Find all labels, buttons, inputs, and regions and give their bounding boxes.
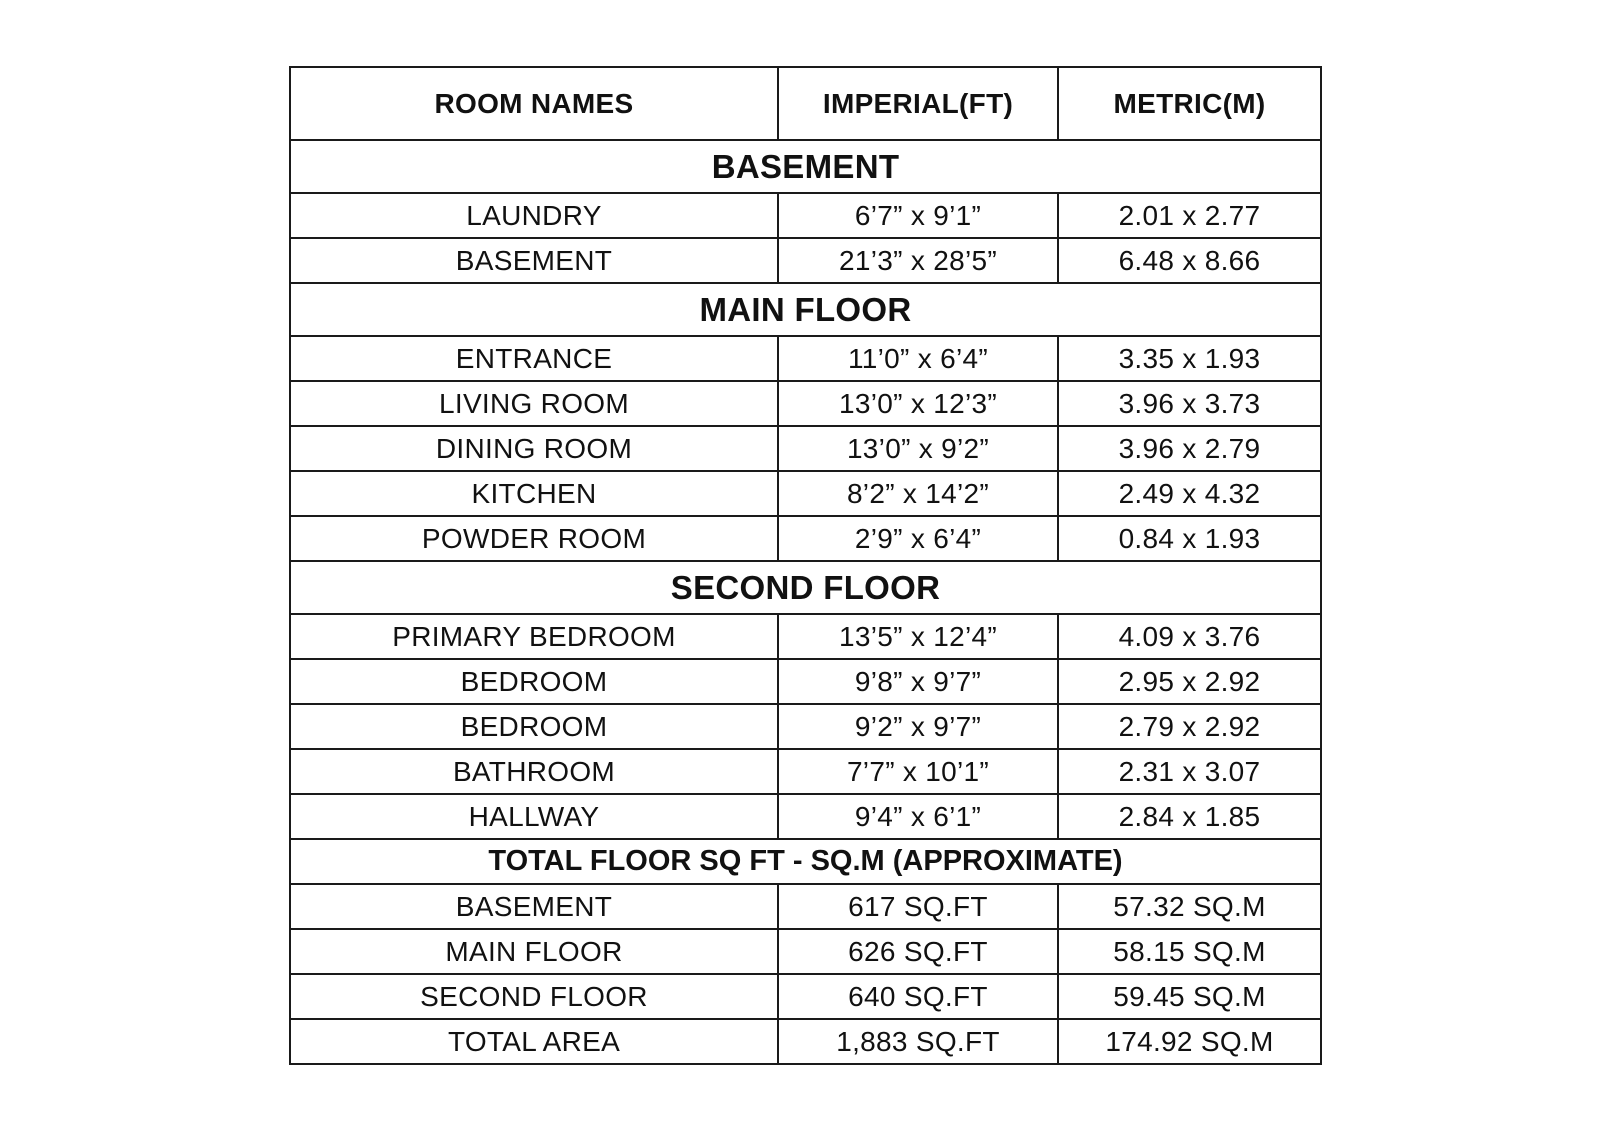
room-name-cell: DINING ROOM — [290, 426, 778, 471]
metric-cell: 2.49 x 4.32 — [1058, 471, 1321, 516]
section-title-basement: BASEMENT — [290, 140, 1321, 193]
header-metric: METRIC(M) — [1058, 67, 1321, 140]
metric-cell: 2.95 x 2.92 — [1058, 659, 1321, 704]
imperial-area-cell: 626 SQ.FT — [778, 929, 1058, 974]
room-name-cell: BATHROOM — [290, 749, 778, 794]
table-row — [290, 929, 1321, 974]
room-name-cell: KITCHEN — [290, 471, 778, 516]
total-area-label-cell: TOTAL AREA — [290, 1019, 778, 1064]
room-name-cell: LIVING ROOM — [290, 381, 778, 426]
imperial-cell: 13’0” x 12’3” — [778, 381, 1058, 426]
room-name-cell: HALLWAY — [290, 794, 778, 839]
room-name-cell: PRIMARY BEDROOM — [290, 614, 778, 659]
imperial-cell: 8’2” x 14’2” — [778, 471, 1058, 516]
section-row-main-floor — [290, 283, 1321, 336]
imperial-cell: 13’0” x 9’2” — [778, 426, 1058, 471]
table-row — [290, 336, 1321, 381]
table-row — [290, 614, 1321, 659]
floor-name-cell: BASEMENT — [290, 884, 778, 929]
room-name-cell: BASEMENT — [290, 238, 778, 283]
metric-cell: 2.31 x 3.07 — [1058, 749, 1321, 794]
section-title-totals: TOTAL FLOOR SQ FT - SQ.M (APPROXIMATE) — [290, 839, 1321, 884]
imperial-cell: 9’2” x 9’7” — [778, 704, 1058, 749]
table-row — [290, 794, 1321, 839]
table-row — [290, 659, 1321, 704]
table-row — [290, 1019, 1321, 1064]
room-name-cell: BEDROOM — [290, 704, 778, 749]
metric-cell: 0.84 x 1.93 — [1058, 516, 1321, 561]
metric-area-cell: 59.45 SQ.M — [1058, 974, 1321, 1019]
table-row — [290, 238, 1321, 283]
table-row — [290, 974, 1321, 1019]
table-row — [290, 381, 1321, 426]
room-name-cell: ENTRANCE — [290, 336, 778, 381]
metric-cell: 2.84 x 1.85 — [1058, 794, 1321, 839]
metric-cell: 3.96 x 3.73 — [1058, 381, 1321, 426]
table-row — [290, 471, 1321, 516]
section-row-totals — [290, 839, 1321, 884]
imperial-cell: 6’7” x 9’1” — [778, 193, 1058, 238]
table-row — [290, 749, 1321, 794]
imperial-cell: 9’8” x 9’7” — [778, 659, 1058, 704]
imperial-cell: 13’5” x 12’4” — [778, 614, 1058, 659]
table-row — [290, 193, 1321, 238]
section-row-basement — [290, 140, 1321, 193]
metric-cell: 3.96 x 2.79 — [1058, 426, 1321, 471]
table-row — [290, 516, 1321, 561]
floor-name-cell: SECOND FLOOR — [290, 974, 778, 1019]
section-title-second-floor: SECOND FLOOR — [290, 561, 1321, 614]
imperial-area-cell: 640 SQ.FT — [778, 974, 1058, 1019]
section-row-second-floor — [290, 561, 1321, 614]
header-room-names: ROOM NAMES — [290, 67, 778, 140]
metric-cell: 4.09 x 3.76 — [1058, 614, 1321, 659]
metric-cell: 6.48 x 8.66 — [1058, 238, 1321, 283]
table-row — [290, 704, 1321, 749]
metric-cell: 2.01 x 2.77 — [1058, 193, 1321, 238]
imperial-cell: 9’4” x 6’1” — [778, 794, 1058, 839]
header-imperial: IMPERIAL(FT) — [778, 67, 1058, 140]
total-area-imperial-cell: 1,883 SQ.FT — [778, 1019, 1058, 1064]
room-dimensions-table — [289, 66, 1322, 1065]
imperial-area-cell: 617 SQ.FT — [778, 884, 1058, 929]
imperial-cell: 7’7” x 10’1” — [778, 749, 1058, 794]
table-row — [290, 426, 1321, 471]
room-name-cell: BEDROOM — [290, 659, 778, 704]
imperial-cell: 11’0” x 6’4” — [778, 336, 1058, 381]
metric-area-cell: 58.15 SQ.M — [1058, 929, 1321, 974]
section-title-main-floor: MAIN FLOOR — [290, 283, 1321, 336]
floor-name-cell: MAIN FLOOR — [290, 929, 778, 974]
room-name-cell: LAUNDRY — [290, 193, 778, 238]
table-header-row — [290, 67, 1321, 140]
total-area-metric-cell: 174.92 SQ.M — [1058, 1019, 1321, 1064]
metric-area-cell: 57.32 SQ.M — [1058, 884, 1321, 929]
imperial-cell: 2’9” x 6’4” — [778, 516, 1058, 561]
metric-cell: 3.35 x 1.93 — [1058, 336, 1321, 381]
table-row — [290, 884, 1321, 929]
imperial-cell: 21’3” x 28’5” — [778, 238, 1058, 283]
room-name-cell: POWDER ROOM — [290, 516, 778, 561]
metric-cell: 2.79 x 2.92 — [1058, 704, 1321, 749]
